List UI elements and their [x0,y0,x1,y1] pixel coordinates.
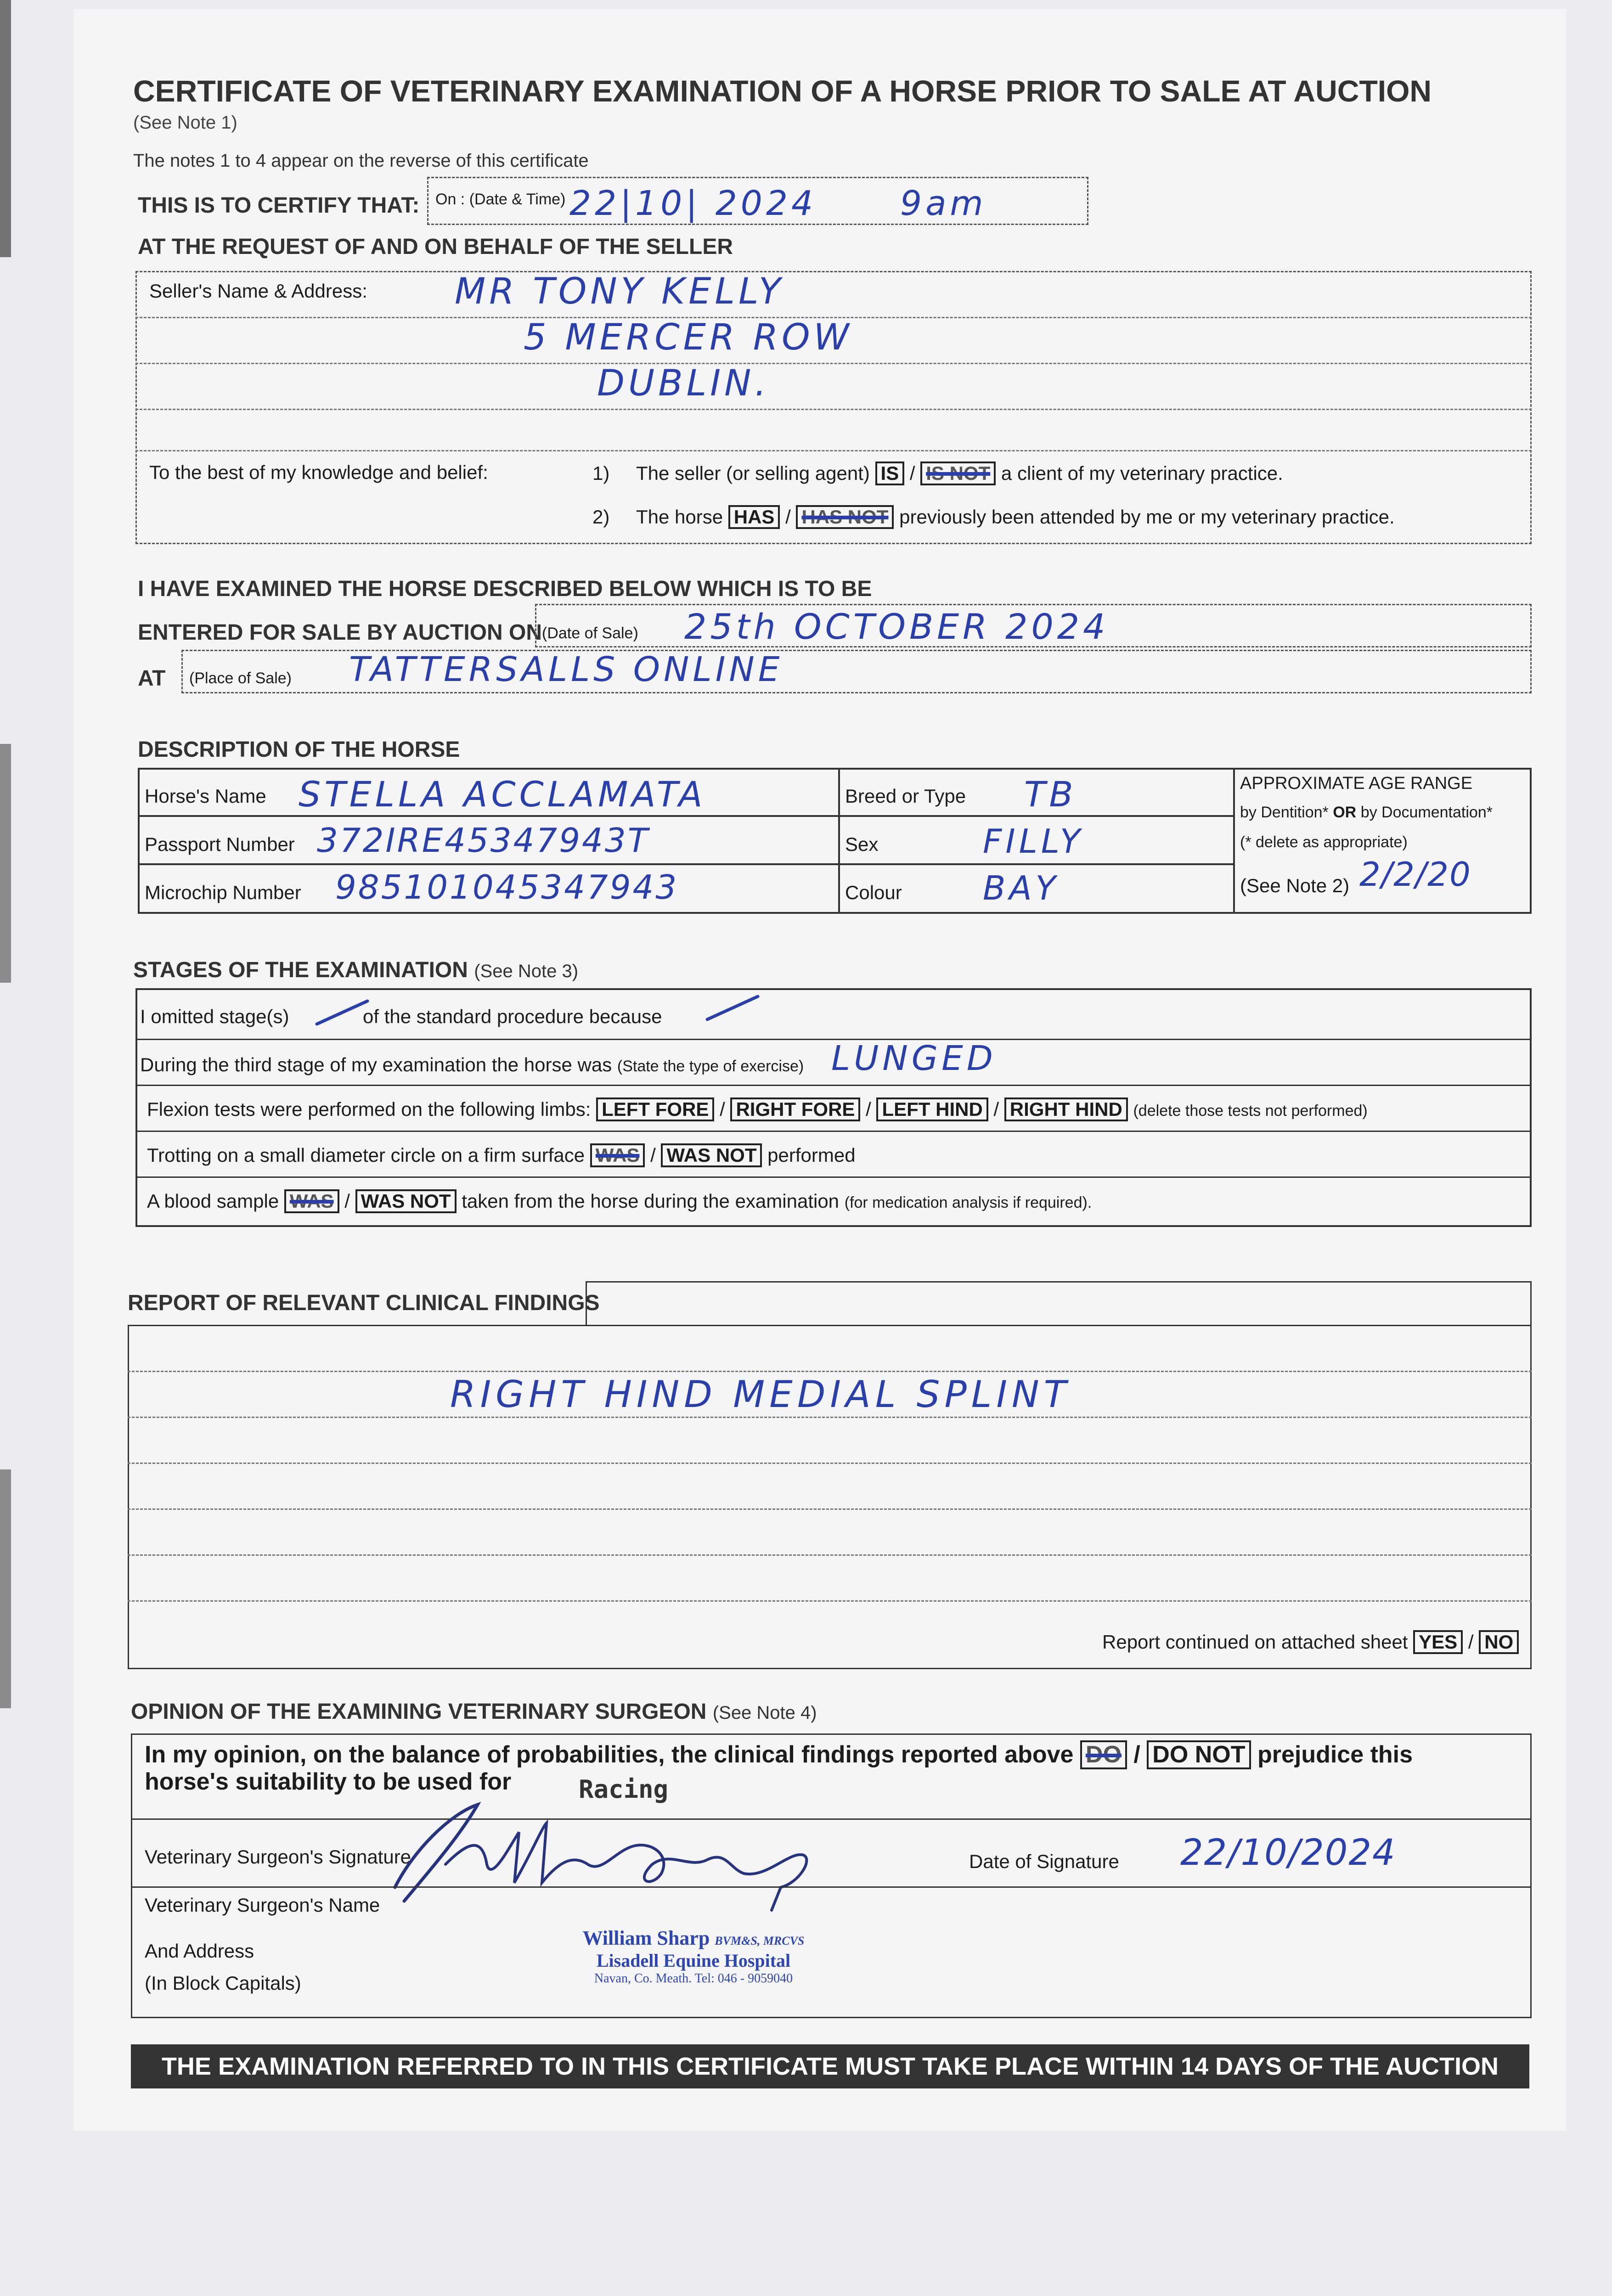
table-row-divider [138,863,1233,865]
exam-time-value: 9am [900,184,987,223]
stage-divider [135,1176,1532,1178]
seller-label: Seller's Name & Address: [149,280,367,302]
separator: / [720,1098,725,1120]
scan-edge-mark [0,744,11,983]
separator: / [785,506,791,528]
blood-post: taken from the horse during the examination [462,1190,840,1212]
clinical-finding: RIGHT HIND MEDIAL SPLINT [450,1373,1071,1416]
stamp-name-line [528,1926,859,1950]
flexion-left-fore-option[interactable]: LEFT FORE [596,1097,714,1121]
item-text: The horse [636,506,723,528]
opinion-heading-text: OPINION OF THE EXAMINING VETERINARY SURGEON [131,1699,707,1724]
microchip-value[interactable]: 985101045347943 [335,868,679,906]
scan-edge-mark [0,0,11,257]
continued-no-option[interactable]: NO [1479,1630,1519,1654]
age-by-documentation[interactable]: by Documentation* [1360,804,1493,821]
omitted-mid: of the standard procedure because [363,1006,662,1027]
colour-label: Colour [845,882,902,903]
item-text: previously been attended by me or my veterinary practice. [899,506,1395,528]
date-of-signature-label: Date of Signature [969,1851,1119,1872]
table-divider [1233,768,1235,914]
stamp-address: Navan, Co. Meath. Tel: 046 - 9059040 [594,1971,793,1986]
stages-heading [133,957,578,983]
seller-line-1[interactable]: MR TONY KELLY [455,271,784,312]
report-heading-box [586,1281,1532,1325]
flexion-right-fore-option[interactable]: RIGHT FORE [730,1097,860,1121]
opinion-text-post: prejudice this [1257,1741,1413,1768]
footer-notice: THE EXAMINATION REFERRED TO IN THIS CERTIFICATE MUST TAKE PLACE WITHIN 14 DAYS OF THE AUCTION [131,2044,1529,2088]
opinion-do-option[interactable]: DO [1080,1740,1127,1769]
age-value[interactable]: 2/2/20 [1359,855,1471,894]
report-rule [128,1463,1532,1464]
age-see-note: (See Note 2) [1240,875,1350,896]
trotting-text: Trotting on a small diameter circle on a firm surface [147,1144,585,1166]
seller-rule [135,409,1532,410]
flexion-left-hind-option[interactable]: LEFT HIND [876,1097,988,1121]
veterinary-signature [377,1795,827,1915]
address-label: And Address [145,1940,254,1962]
breed-value[interactable]: TB [1024,774,1077,815]
sale-place-value: TATTERSALLS ONLINE [349,650,783,689]
knowledge-item-2 [592,505,1395,529]
sale-line-1: I HAVE EXAMINED THE HORSE DESCRIBED BELOW WHICH IS TO BE [138,577,872,601]
separator: / [1133,1741,1140,1768]
sale-line-2: ENTERED FOR SALE BY AUCTION ON [138,620,542,645]
flexion-text: Flexion tests were performed on the following limbs: [147,1098,591,1120]
certificate-title: CERTIFICATE OF VETERINARY EXAMINATION OF A HORSE PRIOR TO SALE AT AUCTION [133,74,1432,108]
trotting-was-not-option[interactable]: WAS NOT [661,1143,762,1167]
age-method-line [1240,804,1493,822]
continued-yes-option[interactable]: YES [1413,1630,1463,1654]
seller-box [135,271,1532,544]
trotting-post: performed [767,1144,856,1166]
stamp-name: William Sharp [582,1927,710,1949]
blood-note: (for medication analysis if required). [844,1194,1092,1211]
stages-heading-text: STAGES OF THE EXAMINATION [133,958,468,982]
opinion-text: In my opinion, on the balance of probabilities, the clinical findings reported above [145,1741,1074,1768]
colour-value[interactable]: BAY [983,869,1060,907]
separator: / [344,1190,350,1212]
omitted-pre: I omitted stage(s) [140,1006,289,1027]
signature-label: Veterinary Surgeon's Signature [145,1846,411,1868]
item-number: 1) [592,462,610,484]
flexion-note: (delete those tests not performed) [1133,1102,1368,1120]
exam-date-value: 22|10| 2024 [569,184,817,223]
stages-note: (See Note 3) [474,961,579,981]
trotting-was-option[interactable]: WAS [590,1143,645,1167]
report-rule [128,1600,1532,1602]
separator: / [650,1144,656,1166]
flexion-line [147,1097,1368,1121]
opinion-note: (See Note 4) [712,1703,817,1723]
practice-stamp [528,1926,859,1986]
seller-rule [135,363,1532,364]
scan-edge-mark [0,1469,11,1708]
opinion-divider [131,1886,1532,1888]
see-note-1: (See Note 1) [133,113,237,133]
age-or: OR [1333,804,1357,821]
opinion-do-not-option[interactable]: DO NOT [1147,1740,1251,1769]
third-stage-note: (State the type of exercise) [617,1058,804,1075]
flexion-right-hind-option[interactable]: RIGHT HIND [1004,1097,1128,1121]
separator: / [1468,1631,1474,1653]
at-label: AT [138,666,166,691]
sale-date-label: (Date of Sale) [542,625,638,642]
opinion-line-2: horse's suitability to be used for [145,1768,512,1795]
is-option[interactable]: IS [875,461,905,485]
report-continued-text: Report continued on attached sheet [1102,1631,1408,1653]
item-text: a client of my veterinary practice. [1001,462,1283,484]
report-rule [128,1417,1532,1418]
has-option[interactable]: HAS [728,505,780,529]
seller-rule [135,450,1532,451]
passport-value[interactable]: 372IRE45347943T [317,821,650,860]
blood-was-option[interactable]: WAS [284,1189,339,1213]
certify-label: THIS IS TO CERTIFY THAT: [138,193,420,218]
third-stage-text: During the third stage of my examination the horse was [140,1054,612,1075]
opinion-line-1 [145,1740,1413,1769]
separator: / [866,1098,871,1120]
sex-label: Sex [845,833,879,855]
is-not-option[interactable]: IS NOT [920,461,996,485]
item-text: The seller (or selling agent) [636,462,870,484]
report-heading: REPORT OF RELEVANT CLINICAL FINDINGS [128,1291,600,1315]
stage-divider [135,1131,1532,1132]
seller-line-3[interactable]: DUBLIN. [597,363,770,404]
request-line: AT THE REQUEST OF AND ON BEHALF OF THE SELLER [138,235,733,259]
passport-label: Passport Number [145,833,295,855]
breed-label: Breed or Type [845,785,966,807]
knowledge-item-1 [592,461,1283,485]
third-stage-value[interactable]: LUNGED [831,1039,997,1078]
intended-use-value[interactable]: Racing [579,1775,669,1804]
omitted-reason-dash [703,992,762,1024]
table-divider [838,768,840,914]
report-rule [128,1554,1532,1556]
item-number: 2) [592,506,610,528]
block-capitals-label: (In Block Capitals) [145,1972,301,1994]
blood-was-not-option[interactable]: WAS NOT [355,1189,457,1213]
age-by-dentition[interactable]: by Dentition* [1240,804,1329,821]
seller-line-2[interactable]: 5 MERCER ROW [524,317,853,358]
horse-name-value[interactable]: STELLA ACCLAMATA [299,774,706,815]
table-row-divider [138,815,1233,817]
opinion-heading [131,1699,817,1724]
separator: / [993,1098,999,1120]
sale-place-label: (Place of Sale) [189,670,292,687]
report-continued-line [1102,1630,1519,1654]
report-rule [128,1371,1532,1372]
blood-text: A blood sample [147,1190,279,1212]
trotting-line [147,1143,856,1167]
age-range-heading: APPROXIMATE AGE RANGE [1240,774,1473,793]
stamp-hospital: Lisadell Equine Hospital [596,1950,791,1971]
age-note: (* delete as appropriate) [1240,833,1408,851]
third-stage-line [140,1054,804,1076]
date-of-signature-value[interactable]: 22/10/2024 [1180,1832,1396,1874]
knowledge-label: To the best of my knowledge and belief: [149,461,488,483]
horse-name-label: Horse's Name [145,785,266,807]
opinion-divider [131,1818,1532,1820]
stamp-quals: BVM&S, MRCVS [715,1934,805,1947]
description-heading: DESCRIPTION OF THE HORSE [138,737,460,762]
has-not-option[interactable]: HAS NOT [796,505,894,529]
sale-date-value: 25th OCTOBER 2024 [684,606,1109,647]
notes-line: The notes 1 to 4 appear on the reverse of this certificate [133,151,589,171]
blood-line [147,1189,1092,1213]
date-time-label: On : (Date & Time) [435,191,566,208]
surgeon-name-label: Veterinary Surgeon's Name [145,1894,380,1916]
report-rule [128,1508,1532,1510]
stage-divider [135,1085,1532,1086]
microchip-label: Microchip Number [145,882,301,903]
separator: / [909,462,915,484]
sex-value[interactable]: FILLY [983,822,1084,861]
